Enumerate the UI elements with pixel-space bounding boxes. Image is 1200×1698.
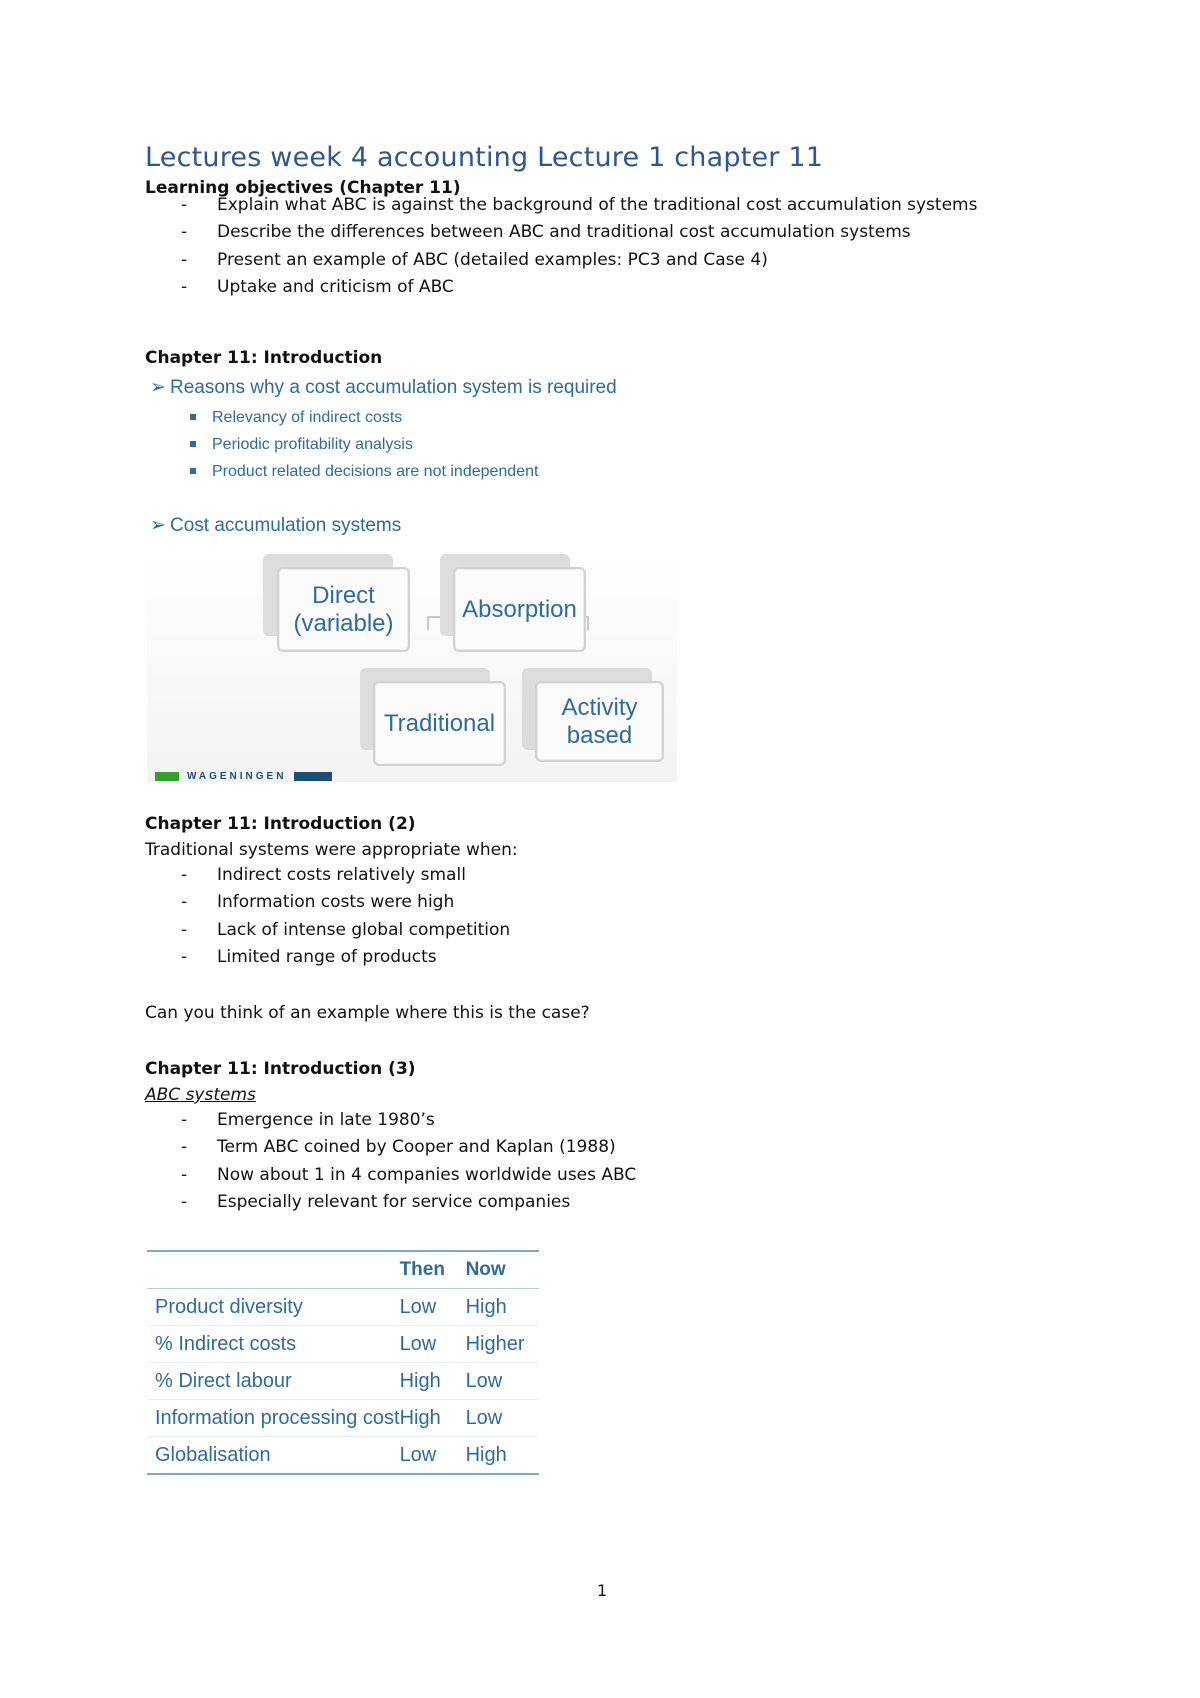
direct-variable-box: Direct (variable) (277, 567, 410, 652)
reasons-list (212, 404, 538, 485)
intro3-heading: Chapter 11: Introduction (3) (145, 1059, 416, 1079)
table-cell: High (399, 1406, 441, 1429)
cost-systems-diagram (147, 510, 677, 785)
table-cell: High (465, 1443, 507, 1466)
page-number: 1 (597, 1581, 608, 1600)
intro2-heading: Chapter 11: Introduction (2) (145, 814, 416, 834)
table-cell: % Indirect costs (155, 1332, 297, 1355)
systems-heading: ➢ Cost accumulation systems (150, 515, 402, 536)
table-cell: % Direct labour (155, 1369, 292, 1392)
activity-based-box: Activity based (535, 681, 664, 762)
table-header (147, 1251, 400, 1289)
reasons-heading: ➢ Reasons why a cost accumulation system is required (150, 377, 617, 398)
bullet-icon (190, 468, 196, 474)
table-row (147, 1437, 539, 1475)
list-item: Relevancy of indirect costs (212, 404, 538, 431)
arrow-icon: ➢ (150, 515, 166, 536)
table-header: Now (465, 1259, 506, 1280)
table-row (147, 1363, 539, 1400)
table-cell: Low (399, 1443, 437, 1466)
logo-mark-icon (155, 772, 179, 781)
intro2-lead: Traditional systems were appropriate when: (145, 840, 518, 860)
arrow-icon: ➢ (150, 377, 166, 398)
table-cell: Globalisation (155, 1443, 271, 1466)
wageningen-logo: WAGENINGEN (155, 771, 332, 781)
learning-objectives-heading: Learning objectives (Chapter 11) (145, 178, 461, 198)
list-item: Periodic profitability analysis (212, 431, 538, 458)
list-item: Product related decisions are not independent (212, 458, 538, 485)
traditional-box: Traditional (373, 681, 506, 766)
table-cell: Low (399, 1295, 437, 1318)
intro2-question: Can you think of an example where this is the case? (145, 1003, 590, 1023)
page-title: Lectures week 4 accounting Lecture 1 chapter 11 (145, 142, 824, 173)
slide-reasons (150, 370, 710, 490)
table-cell: High (399, 1369, 441, 1392)
table-cell: Low (465, 1369, 503, 1392)
then-now-table (147, 1250, 539, 1475)
table-cell: Product diversity (155, 1295, 303, 1318)
table-header: Then (399, 1259, 445, 1280)
document-page: Lectures week 4 accounting Lecture 1 chapter 11 Learning objectives (Chapter 11) - Explain what ABC is against the background of the traditional cost accumulation systems - Describe the differences between ABC and traditional cost accumulation systems - Present an example of ABC (detailed examples: PC3 and Case 4) - Uptake and criticism of ABC Chapter 11: Introduction ➢ Reasons why a cost accumulation system is required Relevancy of indirect costs Periodic profitability analysis Product related decisions are not independent ➢ Cost accumulation systems Direct (variable) Absorption Traditional Activity based WAGENINGEN Chapter 11: Introduction (2) Traditional systems were appropriate when: - Indirect costs relatively small - Information costs were high - Lack of intense global competition - Limited range of products Can you think of an example where this is the case? Chapter 11: Introduction (3) ABC systems - Emergence in late 1980’s - Term ABC coined by Cooper and Kaplan (1988) - Now about 1 in 4 companies worldwide uses ABC - Especially relevant for service companies Then Now Product diversity Low High % Indirect costs Low Higher % Direct labour High Low Information processing cost High Low Globalisation Low High 1 (145, 142, 978, 1600)
bullet-icon (190, 441, 196, 447)
bullet-icon (190, 414, 196, 420)
table-header-row (147, 1251, 539, 1289)
intro-heading: Chapter 11: Introduction (145, 348, 383, 368)
table-cell: Information processing cost (155, 1406, 400, 1429)
table-row (147, 1400, 539, 1437)
table-cell: Higher (465, 1332, 525, 1355)
absorption-box: Absorption (453, 567, 586, 652)
table-cell: Low (399, 1332, 437, 1355)
abc-systems-subheading: ABC systems (145, 1085, 256, 1105)
table-row (147, 1289, 539, 1326)
table-row (147, 1326, 539, 1363)
table-cell: High (465, 1295, 507, 1318)
table-cell: Low (465, 1406, 503, 1429)
